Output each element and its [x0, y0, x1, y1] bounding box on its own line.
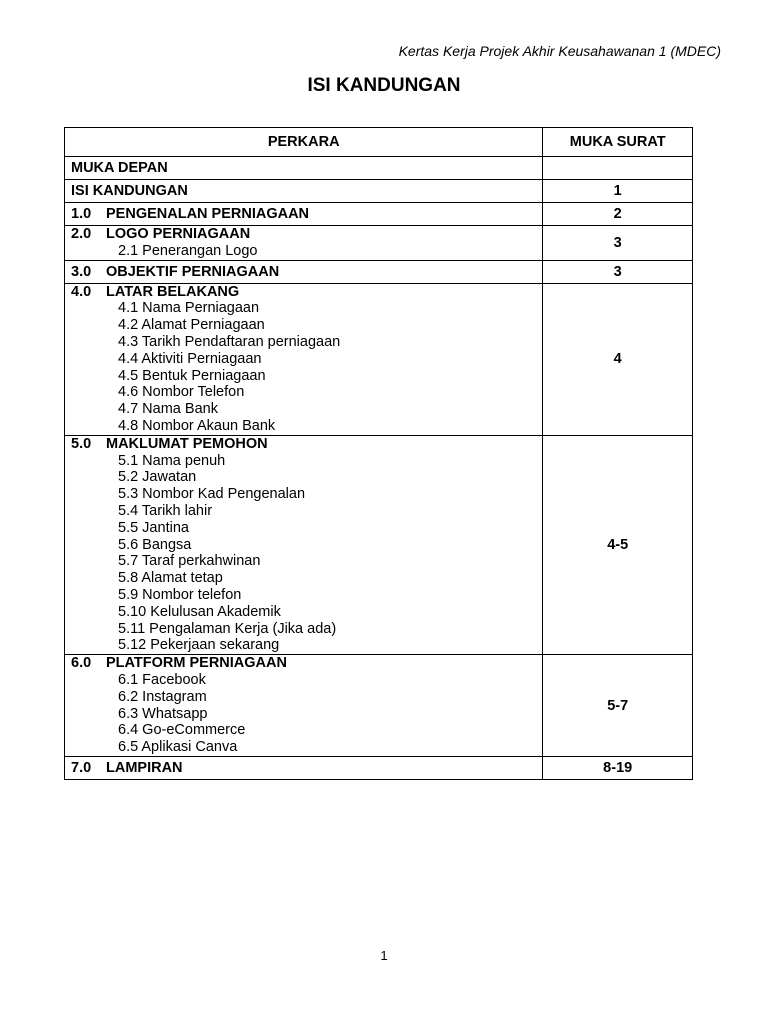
section-title: ISI KANDUNGAN [71, 183, 188, 199]
subsection-item: 4.1 Nama Perniagaan [118, 300, 260, 317]
section-title: LOGO PERNIAGAAN [106, 226, 251, 242]
column-header-page: MUKA SURAT [543, 128, 693, 157]
section-heading [71, 226, 536, 243]
table-row [65, 283, 693, 435]
section-heading [71, 757, 536, 779]
section-heading [71, 203, 536, 225]
subsection-item: 5.4 Tarikh lahir [118, 502, 213, 519]
subsection-item: 2.1 Penerangan Logo [118, 242, 258, 259]
page-reference: 8-19 [543, 756, 693, 779]
page-reference: 4 [543, 283, 693, 435]
section-title: PENGENALAN PERNIAGAAN [106, 206, 310, 222]
section-title: PLATFORM PERNIAGAAN [106, 655, 287, 672]
subsection-item: 5.2 Jawatan [118, 469, 197, 486]
toc-item-cell [65, 756, 543, 779]
subsection-item: 4.6 Nombor Telefon [118, 384, 245, 401]
section-heading [71, 157, 536, 179]
column-header-item: PERKARA [65, 128, 543, 157]
section-number: 4.0 [71, 283, 92, 300]
subsection-item: 5.10 Kelulusan Akademik [118, 603, 281, 620]
subsection-item: 5.3 Nombor Kad Pengenalan [118, 486, 306, 503]
toc-item-cell [65, 157, 543, 180]
section-title: LATAR BELAKANG [106, 283, 240, 300]
subsection-item: 5.8 Alamat tetap [118, 570, 223, 587]
subsection-item: 6.4 Go-eCommerce [118, 722, 246, 739]
table-row [65, 226, 693, 261]
table-row [65, 655, 693, 757]
section-number: 3.0 [71, 263, 92, 280]
subsection-item: 4.3 Tarikh Pendaftaran perniagaan [118, 333, 341, 350]
section-number: 6.0 [71, 655, 92, 672]
section-number: 2.0 [71, 226, 92, 242]
table-row [65, 756, 693, 779]
toc-item-cell [65, 260, 543, 283]
page-reference: 3 [543, 260, 693, 283]
subsection-item: 5.12 Pekerjaan sekarang [118, 637, 280, 654]
toc-item-cell [65, 226, 543, 261]
subsection-item: 6.2 Instagram [118, 688, 207, 705]
toc-item-cell [65, 203, 543, 226]
page-title: ISI KANDUNGAN [307, 75, 461, 96]
subsection-item: 4.7 Nama Bank [118, 401, 218, 418]
subsection-item: 4.2 Alamat Perniagaan [118, 317, 265, 334]
table-row [65, 435, 693, 654]
page-reference: 5-7 [543, 655, 693, 757]
subsection-item: 6.5 Aplikasi Canva [118, 739, 238, 756]
page-reference: 1 [543, 180, 693, 203]
section-heading [71, 284, 536, 301]
subsection-item: 6.1 Facebook [118, 671, 206, 688]
subsection-item: 5.6 Bangsa [118, 536, 192, 553]
section-number: 5.0 [71, 435, 92, 452]
toc-item-cell [65, 435, 543, 654]
section-title: OBJEKTIF PERNIAGAAN [106, 263, 280, 280]
subsection-item: 5.11 Pengalaman Kerja (Jika ada) [118, 620, 337, 637]
section-title: MUKA DEPAN [71, 160, 168, 176]
page-reference: 3 [543, 226, 693, 261]
table-header-row [65, 128, 693, 157]
toc-item-cell [65, 283, 543, 435]
page-reference: 4-5 [543, 435, 693, 654]
section-heading [71, 180, 536, 202]
subsection-item: 5.9 Nombor telefon [118, 586, 242, 603]
subsection-item: 4.8 Nombor Akaun Bank [118, 417, 276, 434]
table-of-contents [64, 127, 693, 780]
section-heading [71, 655, 536, 672]
section-number: 7.0 [71, 759, 92, 776]
section-number: 1.0 [71, 206, 92, 222]
page-reference: 2 [543, 203, 693, 226]
subsection-item: 6.3 Whatsapp [118, 705, 208, 722]
table-row [65, 260, 693, 283]
document-header-note: Kertas Kerja Projek Akhir Keusahawanan 1 (MDEC) [398, 43, 721, 59]
toc-item-cell [65, 180, 543, 203]
toc-item-cell [65, 655, 543, 757]
subsection-item: 4.5 Bentuk Perniagaan [118, 367, 266, 384]
section-heading [71, 261, 536, 283]
subsection-item: 4.4 Aktiviti Perniagaan [118, 350, 262, 367]
page-number: 1 [380, 948, 388, 963]
table-row [65, 180, 693, 203]
table-row [65, 157, 693, 180]
page-reference [543, 157, 693, 180]
section-title: LAMPIRAN [106, 759, 183, 776]
section-heading [71, 436, 536, 453]
subsection-item: 5.5 Jantina [118, 519, 189, 536]
subsection-item: 5.1 Nama penuh [118, 452, 226, 469]
subsection-item: 5.7 Taraf perkahwinan [118, 553, 261, 570]
table-row [65, 203, 693, 226]
section-title: MAKLUMAT PEMOHON [106, 435, 268, 452]
